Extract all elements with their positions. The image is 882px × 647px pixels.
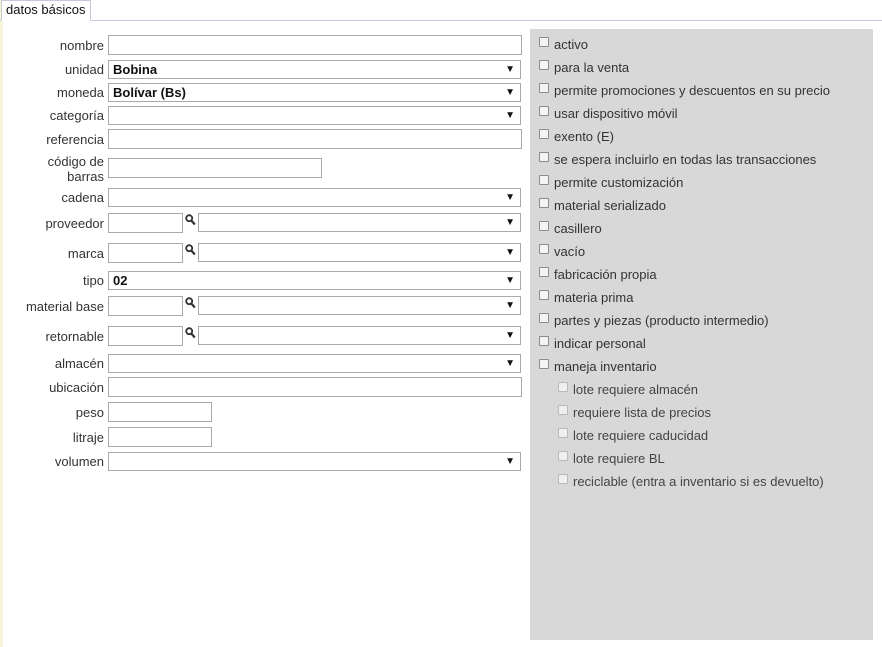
tab-bar [0, 0, 882, 21]
requiere-lista-precios-label: requiere lista de precios [573, 405, 712, 420]
lote-requiere-almacen-label: lote requiere almacén [573, 382, 699, 397]
marca-select[interactable] [198, 243, 521, 262]
chevron-down-icon: ▼ [505, 247, 515, 258]
usar-dispositivo-movil-label: usar dispositivo móvil [554, 106, 678, 121]
volumen-select[interactable] [108, 452, 521, 471]
indicar-personal-checkbox[interactable] [539, 336, 549, 346]
moneda-value: Bolívar (Bs) [113, 85, 186, 100]
permite-promociones-checkbox[interactable] [539, 83, 549, 93]
search-icon[interactable] [185, 214, 196, 226]
permite-promociones-label: permite promociones y descuentos en su precio [554, 83, 831, 98]
material-serializado-checkbox[interactable] [539, 198, 549, 208]
permite-customizacion-checkbox[interactable] [539, 175, 549, 185]
retornable-select[interactable] [198, 326, 521, 345]
cadena-select[interactable] [108, 188, 521, 207]
fabricacion-propia-label: fabricación propia [554, 267, 657, 282]
categoria-select[interactable] [108, 106, 521, 125]
codigo-barras-label-line1: código de [47, 154, 104, 169]
moneda-select[interactable] [108, 83, 521, 102]
codigo-barras-input[interactable] [108, 158, 322, 178]
peso-input[interactable] [108, 402, 212, 422]
categoria-label: categoría [49, 108, 104, 123]
chevron-down-icon: ▼ [505, 275, 515, 286]
referencia-label: referencia [46, 132, 104, 147]
material-base-select[interactable] [198, 296, 521, 315]
search-icon[interactable] [185, 297, 196, 309]
materia-prima-checkbox[interactable] [539, 290, 549, 300]
partes-y-piezas-label: partes y piezas (producto intermedio) [554, 313, 769, 328]
retornable-code-input[interactable] [108, 326, 183, 346]
casillero-label: casillero [554, 221, 602, 236]
proveedor-label: proveedor [45, 216, 104, 231]
tipo-select[interactable] [108, 271, 521, 290]
proveedor-code-input[interactable] [108, 213, 183, 233]
ubicacion-label: ubicación [49, 380, 104, 395]
requiere-lista-precios-checkbox[interactable] [558, 405, 568, 415]
chevron-down-icon: ▼ [505, 87, 515, 98]
litraje-label: litraje [72, 430, 104, 445]
lote-requiere-bl-label: lote requiere BL [573, 451, 665, 466]
vacio-label: vacío [554, 244, 586, 259]
vacio-checkbox[interactable] [539, 244, 549, 254]
unidad-select[interactable] [108, 60, 521, 79]
activo-checkbox[interactable] [539, 37, 549, 47]
chevron-down-icon: ▼ [505, 456, 515, 467]
marca-label: marca [67, 246, 104, 261]
para-la-venta-checkbox[interactable] [539, 60, 549, 70]
partes-y-piezas-checkbox[interactable] [539, 313, 549, 323]
chevron-down-icon: ▼ [505, 192, 515, 203]
exento-checkbox[interactable] [539, 129, 549, 139]
indicar-personal-label: indicar personal [554, 336, 646, 351]
maneja-inventario-checkbox[interactable] [539, 359, 549, 369]
litraje-input[interactable] [108, 427, 212, 447]
material-serializado-label: material serializado [554, 198, 666, 213]
reciclable-label: reciclable (entra a inventario si es devuelto) [573, 474, 824, 489]
proveedor-select[interactable] [198, 213, 521, 232]
lote-requiere-almacen-checkbox[interactable] [558, 382, 568, 392]
retornable-label: retornable [45, 329, 104, 344]
permite-customizacion-label: permite customización [554, 175, 684, 190]
lote-requiere-caducidad-label: lote requiere caducidad [573, 428, 709, 443]
exento-label: exento (E) [554, 129, 614, 144]
tipo-value: 02 [113, 273, 128, 288]
chevron-down-icon: ▼ [505, 217, 515, 228]
chevron-down-icon: ▼ [505, 358, 515, 369]
volumen-label: volumen [54, 454, 104, 469]
referencia-input[interactable] [108, 129, 522, 149]
chevron-down-icon: ▼ [505, 110, 515, 121]
para-la-venta-label: para la venta [554, 60, 630, 75]
left-edge-strip [0, 0, 3, 647]
maneja-inventario-label: maneja inventario [554, 359, 657, 374]
fabricacion-propia-checkbox[interactable] [539, 267, 549, 277]
search-icon[interactable] [185, 244, 196, 256]
cadena-label: cadena [61, 190, 104, 205]
codigo-barras-label-line2: barras [67, 169, 104, 184]
tipo-label: tipo [83, 273, 104, 288]
lote-requiere-bl-checkbox[interactable] [558, 451, 568, 461]
nombre-label: nombre [59, 38, 104, 53]
almacen-label: almacén [54, 356, 104, 371]
chevron-down-icon: ▼ [505, 64, 515, 75]
materia-prima-label: materia prima [554, 290, 634, 305]
unidad-label: unidad [64, 62, 104, 77]
search-icon[interactable] [185, 327, 196, 339]
incluir-transacciones-checkbox[interactable] [539, 152, 549, 162]
ubicacion-input[interactable] [108, 377, 522, 397]
lote-requiere-caducidad-checkbox[interactable] [558, 428, 568, 438]
material-base-code-input[interactable] [108, 296, 183, 316]
nombre-input[interactable] [108, 35, 522, 55]
chevron-down-icon: ▼ [505, 330, 515, 341]
tab-datos-basicos[interactable]: datos básicos [1, 0, 91, 21]
unidad-value: Bobina [113, 62, 158, 77]
almacen-select[interactable] [108, 354, 521, 373]
marca-code-input[interactable] [108, 243, 183, 263]
chevron-down-icon: ▼ [505, 300, 515, 311]
casillero-checkbox[interactable] [539, 221, 549, 231]
options-panel [530, 29, 873, 640]
material-base-label: material base [25, 299, 104, 314]
peso-label: peso [75, 405, 104, 420]
activo-label: activo [554, 37, 588, 52]
incluir-transacciones-label: se espera incluirlo en todas las transacciones [554, 152, 817, 167]
moneda-label: moneda [57, 85, 104, 100]
reciclable-checkbox[interactable] [558, 474, 568, 484]
usar-dispositivo-movil-checkbox[interactable] [539, 106, 549, 116]
